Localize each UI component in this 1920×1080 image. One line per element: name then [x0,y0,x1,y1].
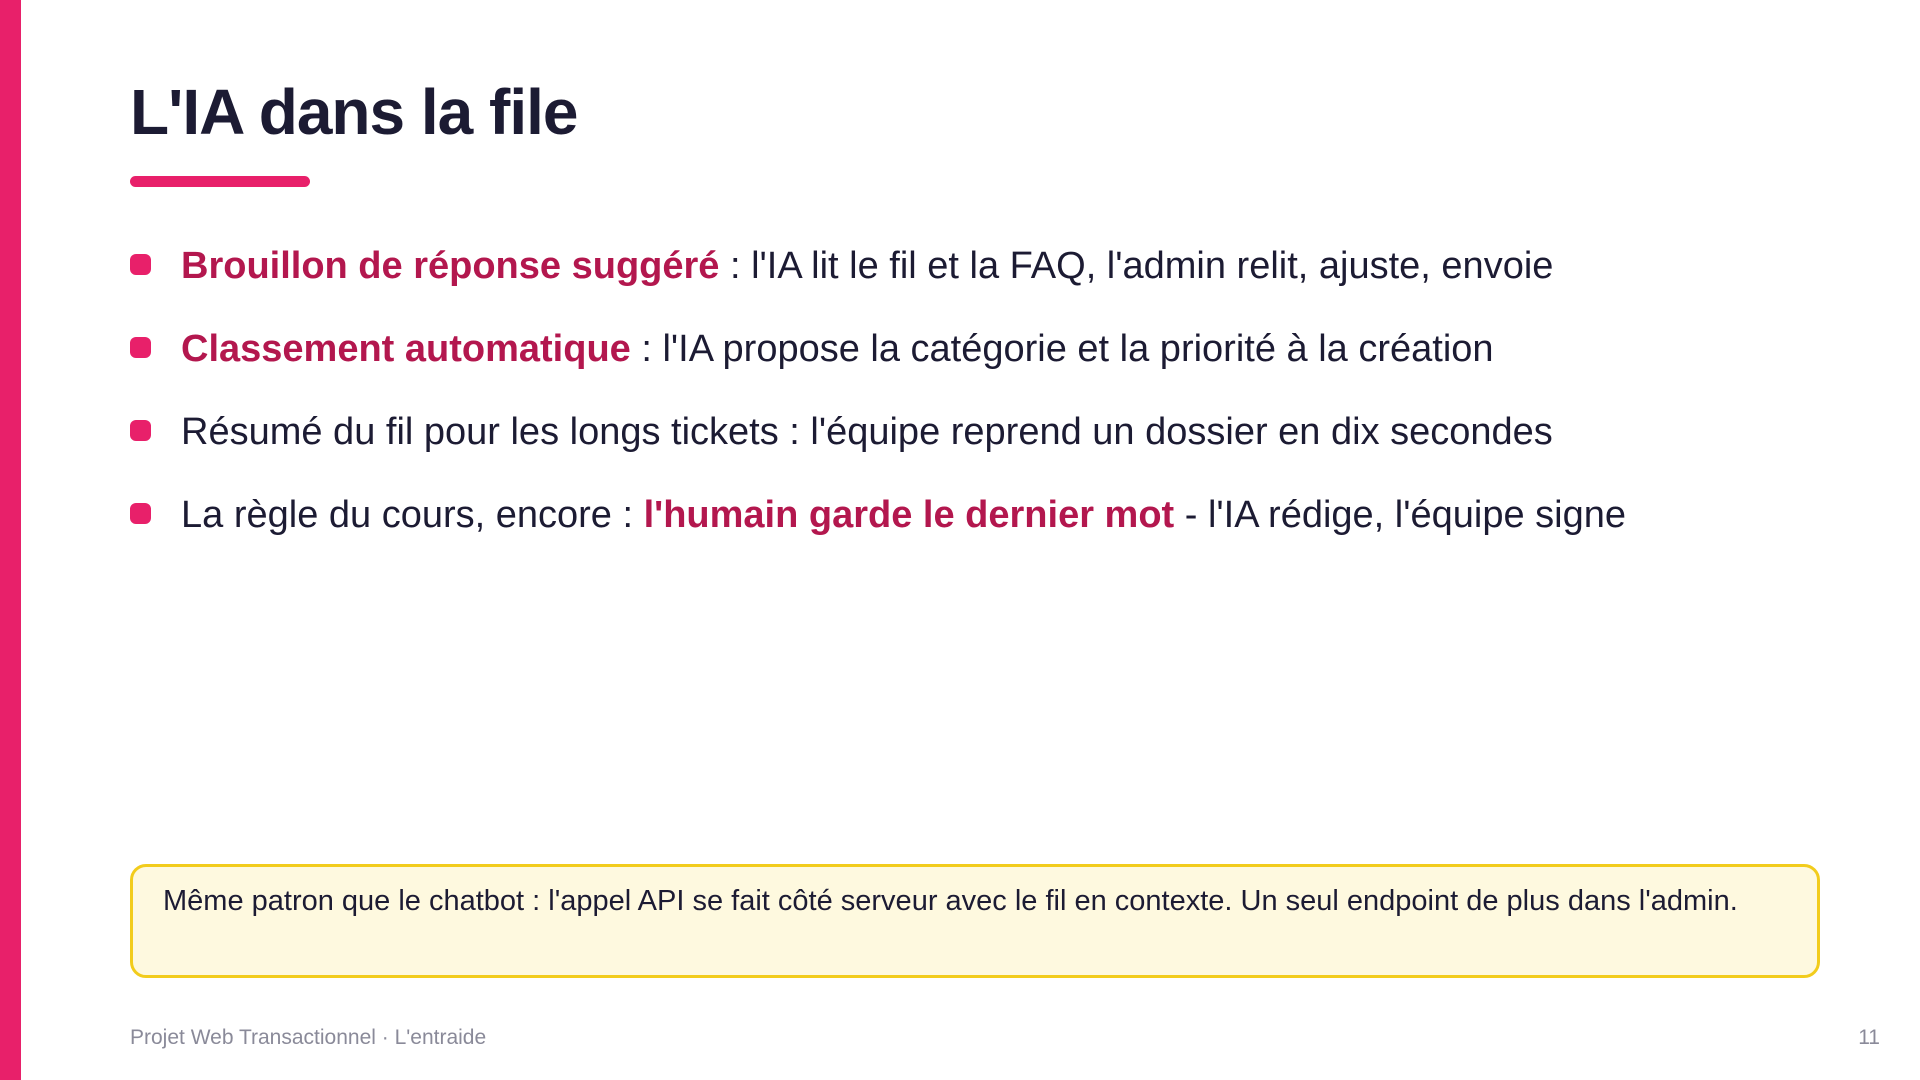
bullet-highlight: Classement automatique [181,327,631,370]
bullet-highlight: Brouillon de réponse suggéré [181,244,720,287]
bullet-item-human-rule [130,473,1830,556]
accent-side-bar [0,0,21,1080]
bullet-before: La règle du cours, encore : [181,493,644,536]
bullet-body: Résumé du fil pour les longs tickets : l'équipe reprend un dossier en dix secondes [181,410,1553,453]
slide-title: L'IA dans la file [130,76,578,148]
bullet-after: - l'IA rédige, l'équipe signe [1174,493,1626,536]
callout-text: Même patron que le chatbot : l'appel API se fait côté serveur avec le fil en contexte. Un seul endpoint de plus dans l'admin. [163,885,1738,917]
bullet-text [181,492,1626,538]
bullet-highlight: l'humain garde le dernier mot [643,493,1175,536]
bullet-marker-icon [130,254,151,275]
bullet-text [181,326,1494,372]
bullet-item-thread-summary [130,390,1830,473]
callout-note [130,864,1820,978]
bullet-marker-icon [130,420,151,441]
bullet-list [130,224,1830,556]
bullet-body: : l'IA propose la catégorie et la priorité à la création [630,327,1494,370]
bullet-text [181,243,1553,289]
bullet-marker-icon [130,337,151,358]
bullet-body: : l'IA lit le fil et la FAQ, l'admin relit, ajuste, envoie [719,244,1554,287]
title-underline [130,176,310,187]
bullet-marker-icon [130,503,151,524]
bullet-text [181,409,1553,455]
page-number: 11 [1858,1026,1880,1049]
bullet-item-draft-reply [130,224,1830,307]
bullet-item-auto-classification [130,307,1830,390]
footer-course-label: Projet Web Transactionnel · L'entraide [130,1026,487,1049]
